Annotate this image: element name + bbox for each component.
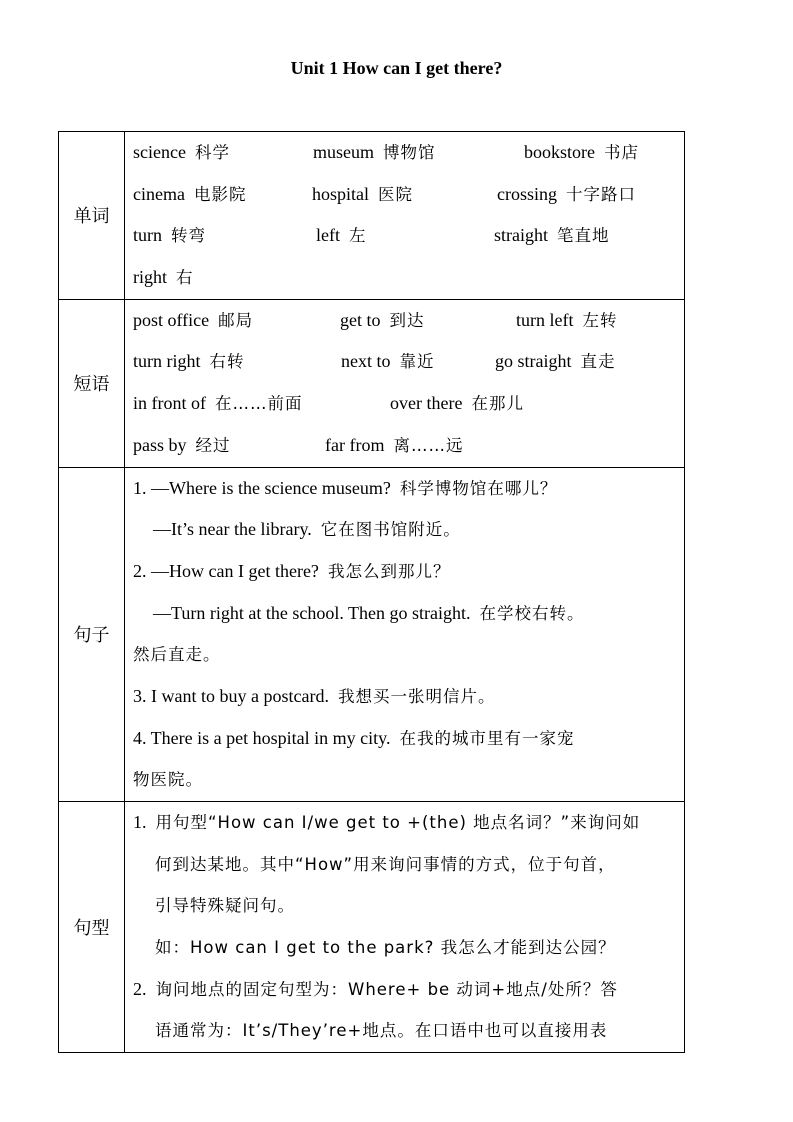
vocabulary-table: [58, 131, 685, 1053]
sentence-zh: 我怎么到那儿？: [327, 561, 451, 581]
phrase-zh: 左转: [582, 310, 618, 330]
sentence-line: [133, 759, 676, 801]
word-zh: 笔直地: [557, 226, 610, 246]
pattern-line: [133, 802, 676, 844]
patterns-label: 句型: [59, 802, 125, 1053]
word-en: science: [133, 142, 186, 162]
sentence-line: [133, 509, 676, 551]
sentence-line: [133, 634, 676, 676]
words-row: [59, 132, 685, 300]
words-line: [133, 257, 676, 299]
sentence-line: [133, 593, 676, 635]
word-zh: 科学: [194, 143, 230, 162]
sentence-en: —It’s near the library.: [153, 519, 312, 540]
sentence-en: 4. There is a pet hospital in my city.: [133, 727, 391, 748]
sentences-content: [125, 467, 685, 802]
phrase-zh: 右转: [209, 352, 245, 372]
sentence-zh: 在学校右转。: [479, 603, 585, 623]
word-en: straight: [494, 225, 548, 246]
sentence-zh: 物医院。: [133, 770, 203, 790]
pattern-line: [133, 885, 676, 927]
phrase-en: far from: [325, 434, 385, 455]
sentence-zh: 科学博物馆在哪儿？: [399, 478, 558, 498]
word-zh: 医院: [378, 184, 413, 204]
phrase-zh: 靠近: [399, 352, 435, 372]
sentence-line: [133, 468, 676, 510]
word-zh: 转弯: [171, 226, 206, 246]
phrase-en: turn left: [516, 309, 574, 330]
sentence-line: [133, 676, 676, 718]
sentence-en: 3. I want to buy a postcard.: [133, 685, 329, 706]
patterns-content: [125, 802, 685, 1053]
sentence-en: 2. —How can I get there?: [133, 560, 319, 581]
phrase-en: next to: [341, 351, 391, 372]
pattern-text: 引导特殊疑问句。: [155, 896, 295, 916]
pattern-text: 如：How can I get to the park? 我怎么才能到达公园？: [155, 938, 616, 958]
sentence-zh: 在我的城市里有一家宠: [399, 728, 575, 748]
word-en: museum: [313, 142, 374, 162]
phrase-en: post office: [133, 309, 210, 330]
sentence-en: —Turn right at the school. Then go straight.: [153, 602, 471, 623]
word-en: cinema: [133, 183, 185, 204]
sentence-zh: 我想买一张明信片。: [337, 686, 496, 706]
word-zh: 书店: [604, 143, 639, 162]
word-en: crossing: [497, 183, 557, 204]
pattern-line: [133, 844, 676, 886]
phrase-zh: 邮局: [218, 310, 254, 330]
words-line: [133, 215, 676, 257]
sentence-line: [133, 718, 676, 760]
sentence-zh: 然后直走。: [133, 645, 221, 665]
phrases-line: [133, 383, 676, 425]
word-en: hospital: [312, 183, 369, 204]
sentence-line: [133, 551, 676, 593]
phrase-en: in front of: [133, 393, 206, 414]
word-en: left: [316, 225, 340, 246]
phrases-row: [59, 299, 685, 467]
words-line: [133, 174, 676, 216]
page-title: Unit 1 How can I get there?: [290, 58, 503, 78]
phrase-zh: 在……前面: [214, 394, 303, 414]
sentences-row: [59, 467, 685, 802]
pattern-text: 用句型“How can I/we get to +(the) 地点名词？”来询问如: [155, 813, 641, 832]
phrase-en: over there: [390, 393, 463, 414]
pattern-number: 2.: [133, 978, 147, 999]
phrases-line: [133, 425, 676, 467]
phrases-label: 短语: [59, 299, 125, 467]
phrase-en: go straight: [495, 351, 572, 372]
phrases-content: [125, 299, 685, 467]
word-zh: 电影院: [193, 184, 247, 204]
words-line: [133, 132, 676, 174]
phrases-line: [133, 341, 676, 383]
patterns-row: [59, 802, 685, 1053]
pattern-number: 1.: [133, 812, 147, 832]
phrase-zh: 直走: [580, 352, 616, 372]
sentences-label: 句子: [59, 467, 125, 802]
phrases-line: [133, 300, 676, 342]
pattern-text: 询问地点的固定句型为：Where+ be 动词+地点/处所？答: [155, 979, 618, 999]
word-en: bookstore: [524, 142, 595, 162]
sentence-en: 1. —Where is the science museum?: [133, 477, 391, 498]
pattern-line: [133, 927, 676, 969]
word-en: right: [133, 267, 167, 288]
phrase-zh: 经过: [195, 435, 231, 455]
word-en: turn: [133, 225, 162, 246]
phrase-en: pass by: [133, 434, 187, 455]
words-label: 单词: [59, 132, 125, 300]
pattern-text: 何到达某地。其中“How”用来询问事情的方式，位于句首，: [155, 854, 616, 874]
phrase-en: get to: [340, 309, 381, 330]
pattern-text: 语通常为：It’s/They’re+地点。在口语中也可以直接用表: [155, 1021, 608, 1041]
phrase-zh: 到达: [389, 310, 425, 330]
pattern-line: [133, 969, 676, 1011]
word-zh: 十字路口: [566, 184, 636, 204]
phrase-zh: 离……远: [393, 435, 464, 455]
phrase-zh: 在那儿: [471, 394, 524, 414]
word-zh: 左: [349, 226, 367, 246]
sentence-zh: 它在图书馆附近。: [320, 520, 461, 540]
word-zh: 右: [176, 268, 194, 288]
phrase-en: turn right: [133, 351, 201, 372]
word-zh: 博物馆: [383, 143, 436, 162]
pattern-line: [133, 1010, 676, 1052]
words-content: [125, 132, 685, 300]
